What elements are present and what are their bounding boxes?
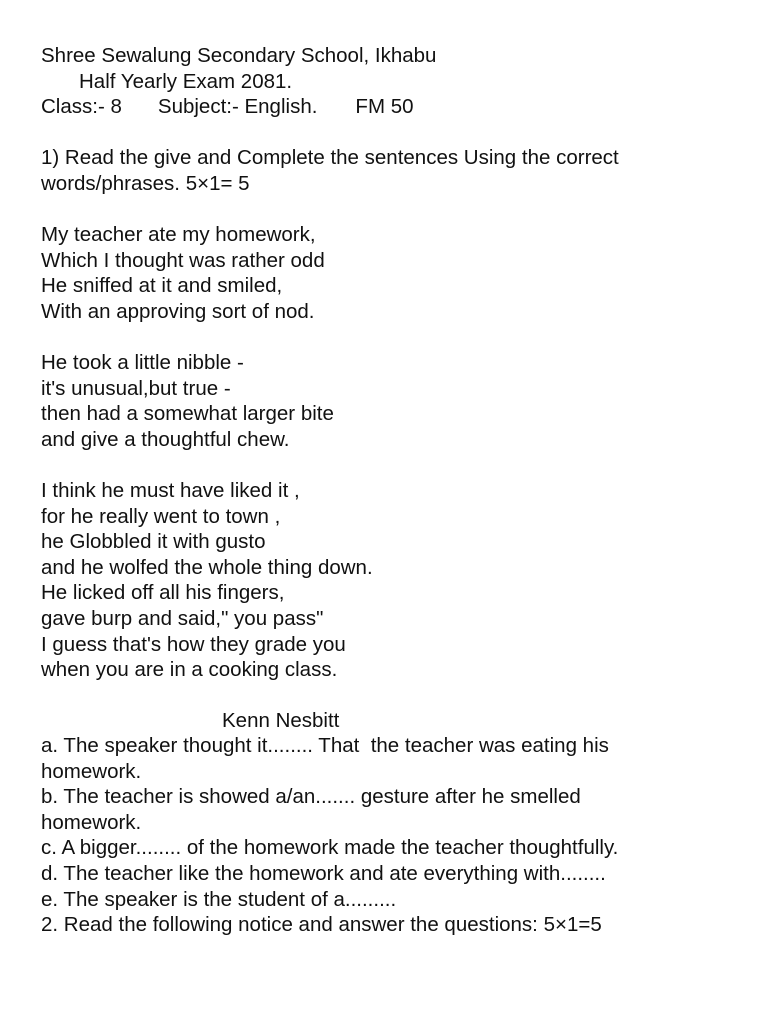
sub-question-a-cont: homework. [41, 759, 142, 783]
poem-line: My teacher ate my homework, [41, 223, 316, 246]
poem-line: he Globbled it with gusto [41, 530, 266, 554]
full-marks: FM 50 [355, 95, 414, 119]
poem-author [41, 708, 728, 734]
sub-question-e: e. The speaker is the student of a......... [41, 887, 397, 911]
poem-line: when you are in a cooking class. [41, 658, 338, 682]
sub-question-a: a. The speaker thought it........ That the teacher was eating his [41, 734, 609, 757]
poem-line: He sniffed at it and smiled, [41, 274, 283, 298]
poem-line: Which I thought was rather odd [41, 248, 325, 272]
poem-line: He licked off all his fingers, [41, 581, 285, 605]
poem-line: gave burp and said," you pass" [41, 606, 324, 630]
school-name: Shree Sewalung Secondary School, Ikhabu [41, 44, 437, 67]
poem-stanza-2 [41, 350, 728, 452]
sub-question-b-cont: homework. [41, 810, 142, 834]
poem-line: and he wolfed the whole thing down. [41, 555, 373, 579]
class-subject-line [41, 94, 728, 120]
question-2-instruction [41, 912, 728, 938]
sub-question-c: c. A bigger........ of the homework made the teacher thoughtfully. [41, 836, 619, 860]
poem-line: I think he must have liked it , [41, 479, 300, 502]
question-2-line: 2. Read the following notice and answer the questions: 5×1=5 [41, 913, 602, 936]
poem-stanza-1 [41, 222, 728, 324]
poem-line: for he really went to town , [41, 504, 281, 528]
question-1-line-2: words/phrases. 5×1= 5 [41, 171, 250, 195]
poem-line: it's unusual,but true - [41, 376, 231, 400]
poem-line: I guess that's how they grade you [41, 632, 346, 656]
exam-title: Half Yearly Exam 2081. [79, 69, 293, 93]
sub-question-b: b. The teacher is showed a/an....... gesture after he smelled [41, 785, 581, 809]
question-1-line-1: 1) Read the give and Complete the sentences Using the correct [41, 146, 619, 169]
subject-label: Subject:- English. [157, 95, 318, 119]
poem-line: With an approving sort of nod. [41, 299, 315, 323]
question-1-instruction [41, 145, 728, 196]
poem-line: and give a thoughtful chew. [41, 427, 290, 451]
author-name: Kenn Nesbitt [222, 709, 340, 732]
poem-line: then had a somewhat larger bite [41, 402, 334, 426]
sub-question-d: d. The teacher like the homework and ate everything with........ [41, 861, 606, 885]
class-label: Class:- 8 [41, 95, 122, 119]
exam-header [41, 43, 728, 120]
poem-line: He took a little nibble - [41, 351, 244, 374]
sub-questions [41, 733, 728, 912]
poem-stanza-3 [41, 478, 728, 683]
